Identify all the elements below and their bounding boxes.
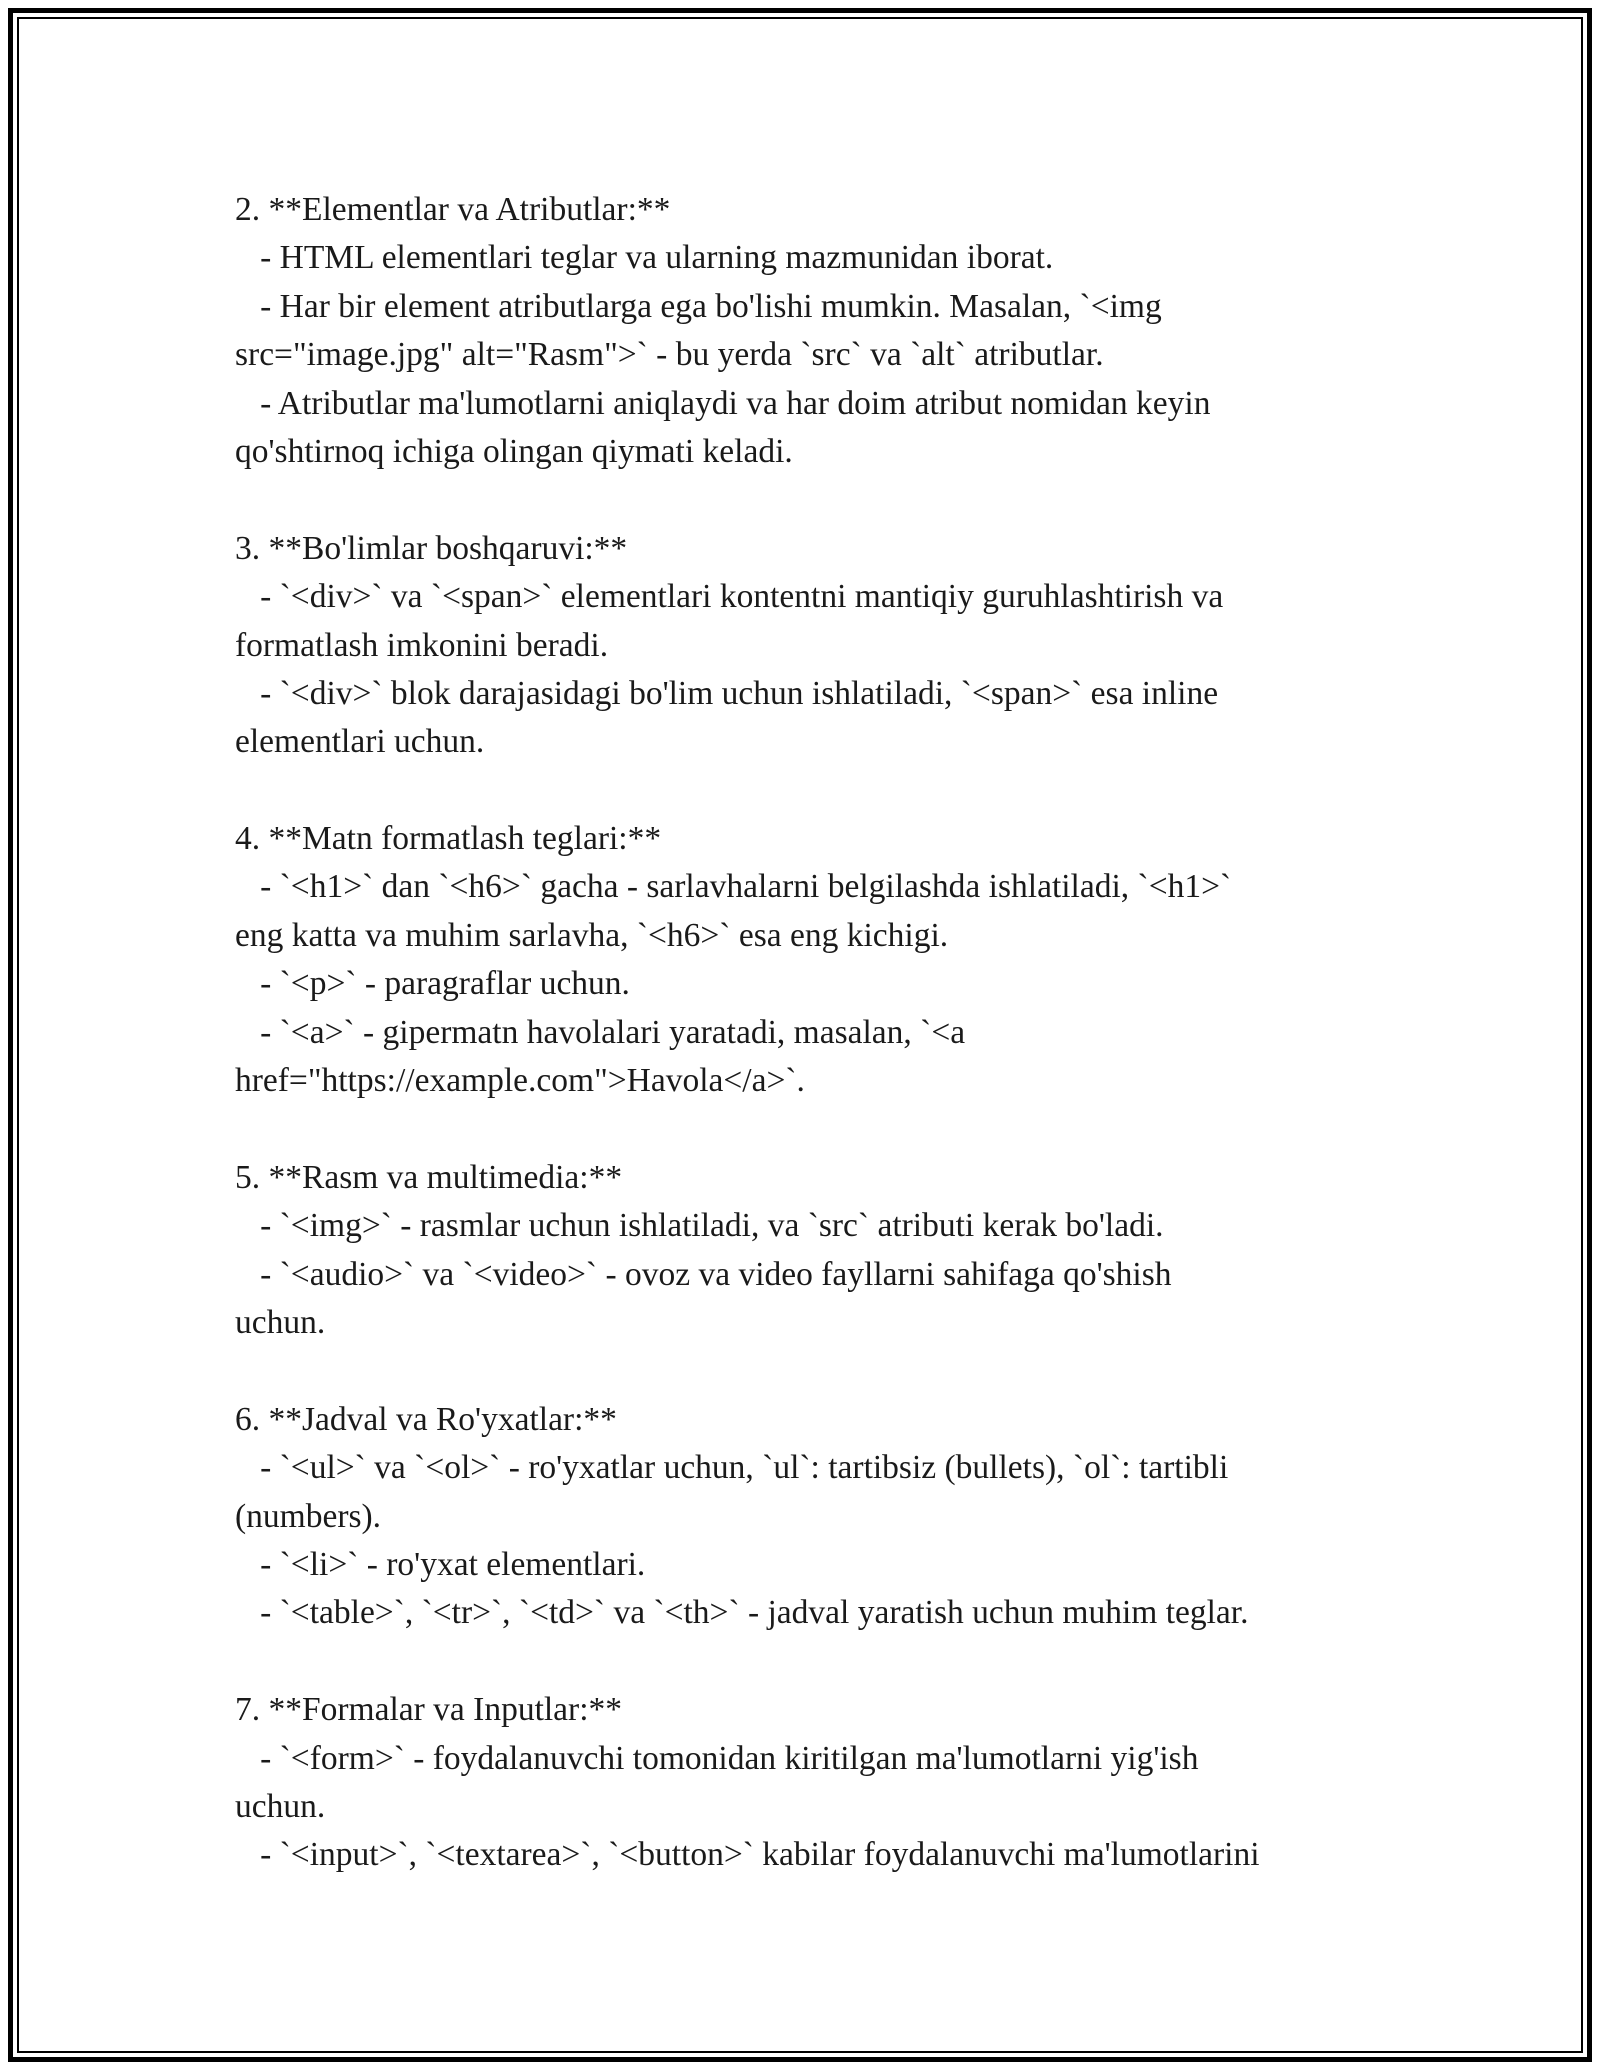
section-heading: 6. **Jadval va Ro'yxatlar:**: [235, 1400, 617, 1438]
text-line: - `<audio>` va `<video>` - ovoz va video fayllarni sahifaga qo'shish: [235, 1255, 1172, 1293]
text-line: src="image.jpg" alt="Rasm">` - bu yerda `src` va `alt` atributlar.: [235, 336, 1104, 374]
document-body: [235, 186, 1435, 1880]
section-heading: 7. **Formalar va Inputlar:**: [235, 1691, 623, 1729]
section-heading: 4. **Matn formatlash teglari:**: [235, 820, 662, 858]
text-line: - `<input>`, `<textarea>`, `<button>` kabilar foydalanuvchi ma'lumotlarini: [235, 1836, 1260, 1874]
text-line: - `<a>` - gipermatn havolalari yaratadi, masalan, `<a: [235, 1013, 966, 1051]
text-line: - `<div>` va `<span>` elementlari kontentni mantiqiy guruhlashtirish va: [235, 578, 1224, 616]
text-line: formatlash imkonini beradi.: [235, 626, 609, 664]
paragraph-gap: [235, 1347, 1435, 1395]
section-text-formatting: [235, 815, 1435, 1105]
text-line: uchun.: [235, 1787, 326, 1825]
text-line: - Atributlar ma'lumotlarni aniqlaydi va har doim atribut nomidan keyin: [235, 384, 1211, 422]
section-heading: 5. **Rasm va multimedia:**: [235, 1158, 623, 1196]
text-line: href="https://example.com">Havola</a>`.: [235, 1062, 805, 1100]
section-heading: 3. **Bo'limlar boshqaruvi:**: [235, 529, 628, 567]
text-line: - `<li>` - ro'yxat elementlari.: [235, 1545, 646, 1583]
section-forms-inputs: [235, 1686, 1435, 1880]
section-elements-attributes: [235, 186, 1435, 476]
text-line: - `<img>` - rasmlar uchun ishlatiladi, va `src` atributi kerak bo'ladi.: [235, 1207, 1164, 1245]
paragraph-gap: [235, 1105, 1435, 1153]
text-line: - HTML elementlari teglar va ularning mazmunidan iborat.: [235, 239, 1054, 277]
text-line: (numbers).: [235, 1497, 382, 1535]
text-line: - `<h1>` dan `<h6>` gacha - sarlavhalarni belgilashda ishlatiladi, `<h1>`: [235, 868, 1232, 906]
text-line: - `<table>`, `<tr>`, `<td>` va `<th>` - jadval yaratish uchun muhim teglar.: [235, 1594, 1249, 1632]
text-line: - `<ul>` va `<ol>` - ro'yxatlar uchun, `ul`: tartibsiz (bullets), `ol`: tartibli: [235, 1449, 1229, 1487]
text-line: - Har bir element atributlarga ega bo'lishi mumkin. Masalan, `<img: [235, 287, 1162, 325]
text-line: uchun.: [235, 1303, 326, 1341]
section-images-multimedia: [235, 1154, 1435, 1348]
section-tables-lists: [235, 1396, 1435, 1638]
text-line: elementlari uchun.: [235, 723, 485, 761]
text-line: - `<p>` - paragraflar uchun.: [235, 965, 630, 1003]
paragraph-gap: [235, 1638, 1435, 1686]
paragraph-gap: [235, 476, 1435, 524]
text-line: - `<form>` - foydalanuvchi tomonidan kiritilgan ma'lumotlarni yig'ish: [235, 1739, 1199, 1777]
text-line: qo'shtirnoq ichiga olingan qiymati keladi.: [235, 432, 793, 470]
paragraph-gap: [235, 767, 1435, 815]
text-line: - `<div>` blok darajasidagi bo'lim uchun ishlatiladi, `<span>` esa inline: [235, 674, 1219, 712]
text-line: eng katta va muhim sarlavha, `<h6>` esa eng kichigi.: [235, 916, 949, 954]
section-heading: 2. **Elementlar va Atributlar:**: [235, 191, 671, 228]
section-sections-control: [235, 525, 1435, 767]
